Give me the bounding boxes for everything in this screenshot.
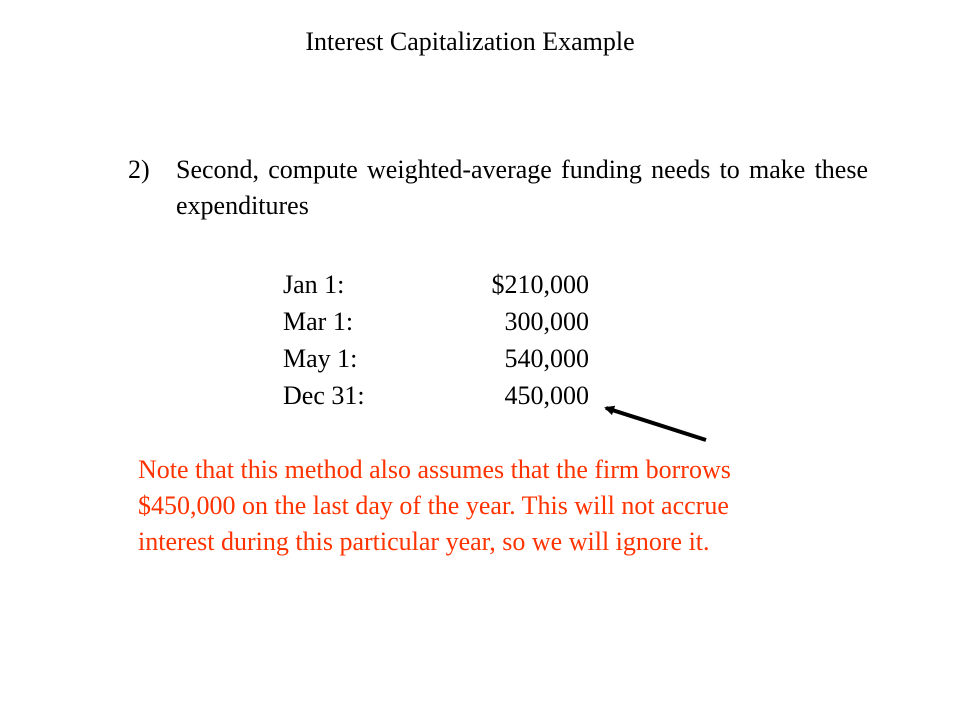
note-line: Note that this method also assumes that the firm borrows <box>138 455 731 484</box>
arrow-line <box>606 408 706 440</box>
schedule-amount: 450,000 <box>504 381 589 410</box>
schedule-amount: $210,000 <box>491 270 589 299</box>
schedule-date: Dec 31: <box>283 381 365 410</box>
step-number: 2) <box>128 155 150 184</box>
slide-title: Interest Capitalization Example <box>305 27 635 56</box>
note-text <box>138 452 878 560</box>
schedule-amount: 300,000 <box>504 307 589 336</box>
note-line: interest during this particular year, so we will ignore it. <box>138 527 710 556</box>
schedule-amount: 540,000 <box>504 344 589 373</box>
schedule-date: Mar 1: <box>283 307 354 336</box>
note-line: $450,000 on the last day of the year. This will not accrue <box>138 491 729 520</box>
schedule-date: Jan 1: <box>283 270 345 299</box>
schedule-date: May 1: <box>283 344 358 373</box>
step-text: Second, compute weighted-average funding needs to make these expenditures <box>176 155 868 220</box>
